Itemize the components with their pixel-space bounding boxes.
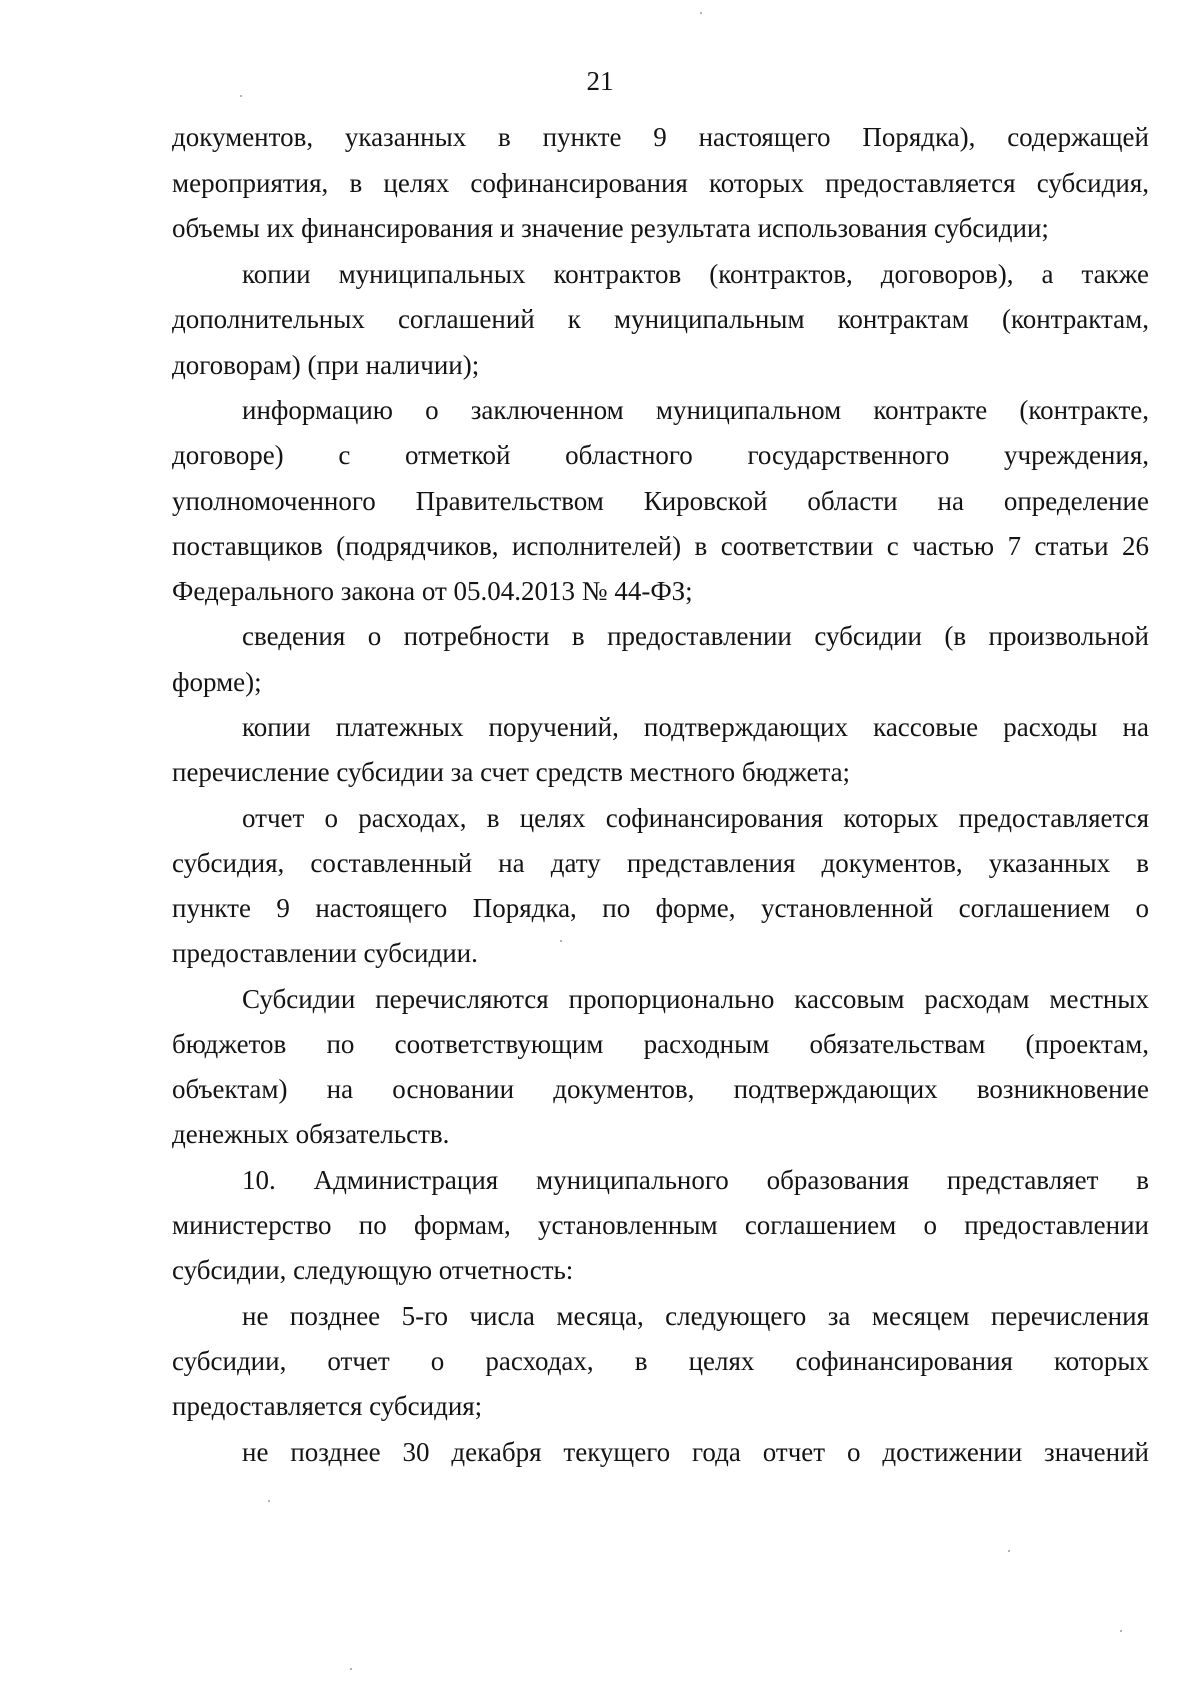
text-line: перечисление субсидии за счет средств местного бюджета;	[172, 757, 851, 787]
text-line: объемы их финансирования и значение результата использования субсидии;	[172, 213, 1049, 243]
text-line: дополнительных соглашений к муниципальным контрактам (контрактам,	[172, 304, 1149, 334]
text-line: министерство по формам, установленным соглашением о предоставлении	[172, 1210, 1149, 1240]
text-line: не позднее 5-го числа месяца, следующего за месяцем перечисления	[242, 1301, 1149, 1331]
text-line: договорам) (при наличии);	[172, 350, 480, 380]
text-line: денежных обязательств.	[172, 1119, 450, 1149]
scan-speck	[1008, 1550, 1010, 1552]
text-line: копии платежных поручений, подтверждающих кассовые расходы на	[242, 712, 1149, 742]
page-number: 21	[586, 66, 614, 96]
text-line: субсидии, отчет о расходах, в целях софинансирования которых	[172, 1346, 1149, 1376]
text-line: документов, указанных в пункте 9 настоящего Порядка), содержащей	[172, 122, 1149, 152]
scan-speck	[268, 1500, 270, 1502]
text-line: предоставляется субсидия;	[172, 1391, 483, 1421]
text-line: пункте 9 настоящего Порядка, по форме, установленной соглашением о	[172, 893, 1149, 923]
text-line: объектам) на основании документов, подтверждающих возникновение	[172, 1074, 1149, 1104]
text-line: Субсидии перечисляются пропорционально кассовым расходам местных	[242, 984, 1149, 1014]
text-line: субсидия, составленный на дату представления документов, указанных в	[172, 848, 1149, 878]
text-line: информацию о заключенном муниципальном контракте (контракте,	[242, 395, 1149, 425]
text-line: форме);	[172, 667, 262, 697]
text-line: бюджетов по соответствующим расходным обязательствам (проектам,	[172, 1029, 1149, 1059]
text-line: договоре) с отметкой областного государственного учреждения,	[172, 440, 1149, 470]
text-line: 10. Администрация муниципального образования представляет в	[242, 1165, 1149, 1195]
scan-speck	[1120, 1630, 1122, 1632]
text-line: Федерального закона от 05.04.2013 № 44-ФЗ;	[172, 576, 693, 606]
text-line: копии муниципальных контрактов (контрактов, договоров), а также	[242, 259, 1149, 289]
text-line: сведения о потребности в предоставлении субсидии (в произвольной	[242, 621, 1149, 651]
scan-speck	[700, 12, 702, 14]
text-line: не позднее 30 декабря текущего года отчет о достижении значений	[242, 1437, 1149, 1467]
text-line: мероприятия, в целях софинансирования которых предоставляется субсидия,	[172, 168, 1149, 198]
text-line: уполномоченного Правительством Кировской области на определение	[172, 486, 1149, 516]
text-line: отчет о расходах, в целях софинансирования которых предоставляется	[242, 803, 1149, 833]
text-line: поставщиков (подрядчиков, исполнителей) в соответствии с частью 7 статьи 26	[172, 531, 1149, 561]
text-line: субсидии, следующую отчетность:	[172, 1255, 574, 1285]
scan-speck	[350, 1668, 352, 1670]
scan-speck	[560, 940, 562, 942]
scan-speck	[240, 95, 242, 97]
text-line: предоставлении субсидии.	[172, 938, 478, 968]
